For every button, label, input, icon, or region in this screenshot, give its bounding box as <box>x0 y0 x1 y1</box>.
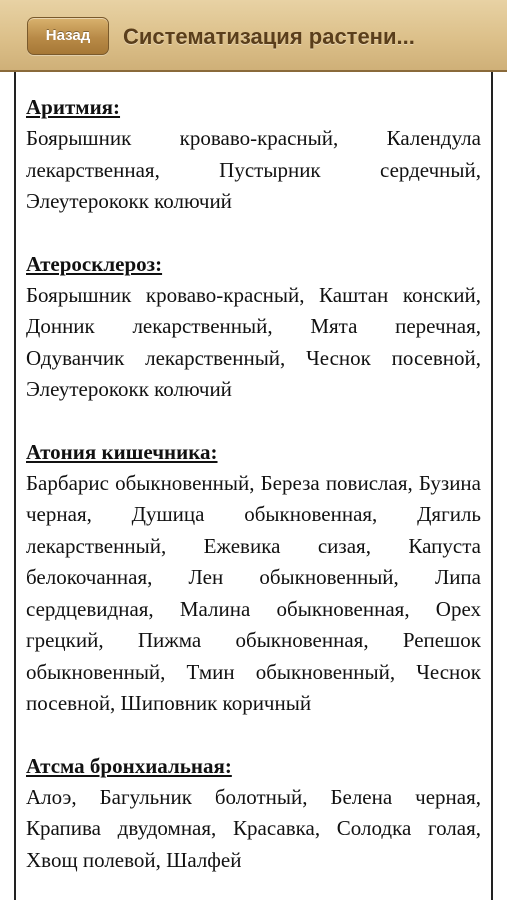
section-text: Боярышник кроваво-красный, Календула лекарственная, Пустырник сердечный, Элеутерококк колючий <box>26 126 481 213</box>
section-arrhythmia <box>26 92 481 218</box>
section-title: Атеросклероз: <box>26 251 163 276</box>
section-intestinal-atony <box>26 437 481 720</box>
section-text: Алоэ, Багульник болотный, Белена черная, Крапива двудомная, Красавка, Солодка голая, Хвощ полевой, Шалфей <box>26 784 481 872</box>
section-text: Барбарис обыкновенный, Береза повислая, Бузина черная, Душица обыкновенная, Дягиль лекарственный, Ежевика сизая, Капуста белокочанная, Лен обыкновенный, Липа сердцевидная, Малина обыкновенная, Орех грецкий, Пижма обыкновенная, Репешок обыкновенный, Тмин обыкновенный, Чеснок посевной, Шиповник коричный <box>26 470 481 715</box>
section-bronchial-asthma <box>26 751 481 877</box>
section-text: Боярышник кроваво-красный, Каштан конский, Донник лекарственный, Мята перечная, Одуванчик лекарственный, Чеснок посевной, Элеутерококк колючий <box>26 282 481 401</box>
section-title: Атония кишечника: <box>26 439 218 464</box>
content-scroll-area[interactable] <box>14 72 493 900</box>
section-title: Аритмия: <box>26 95 121 119</box>
page-title: Систематизация растени... <box>123 24 415 49</box>
section-atherosclerosis <box>26 249 481 406</box>
section-title: Атсма бронхиальная: <box>26 753 232 778</box>
back-button[interactable]: Назад <box>27 17 109 55</box>
navigation-bar <box>0 0 507 72</box>
